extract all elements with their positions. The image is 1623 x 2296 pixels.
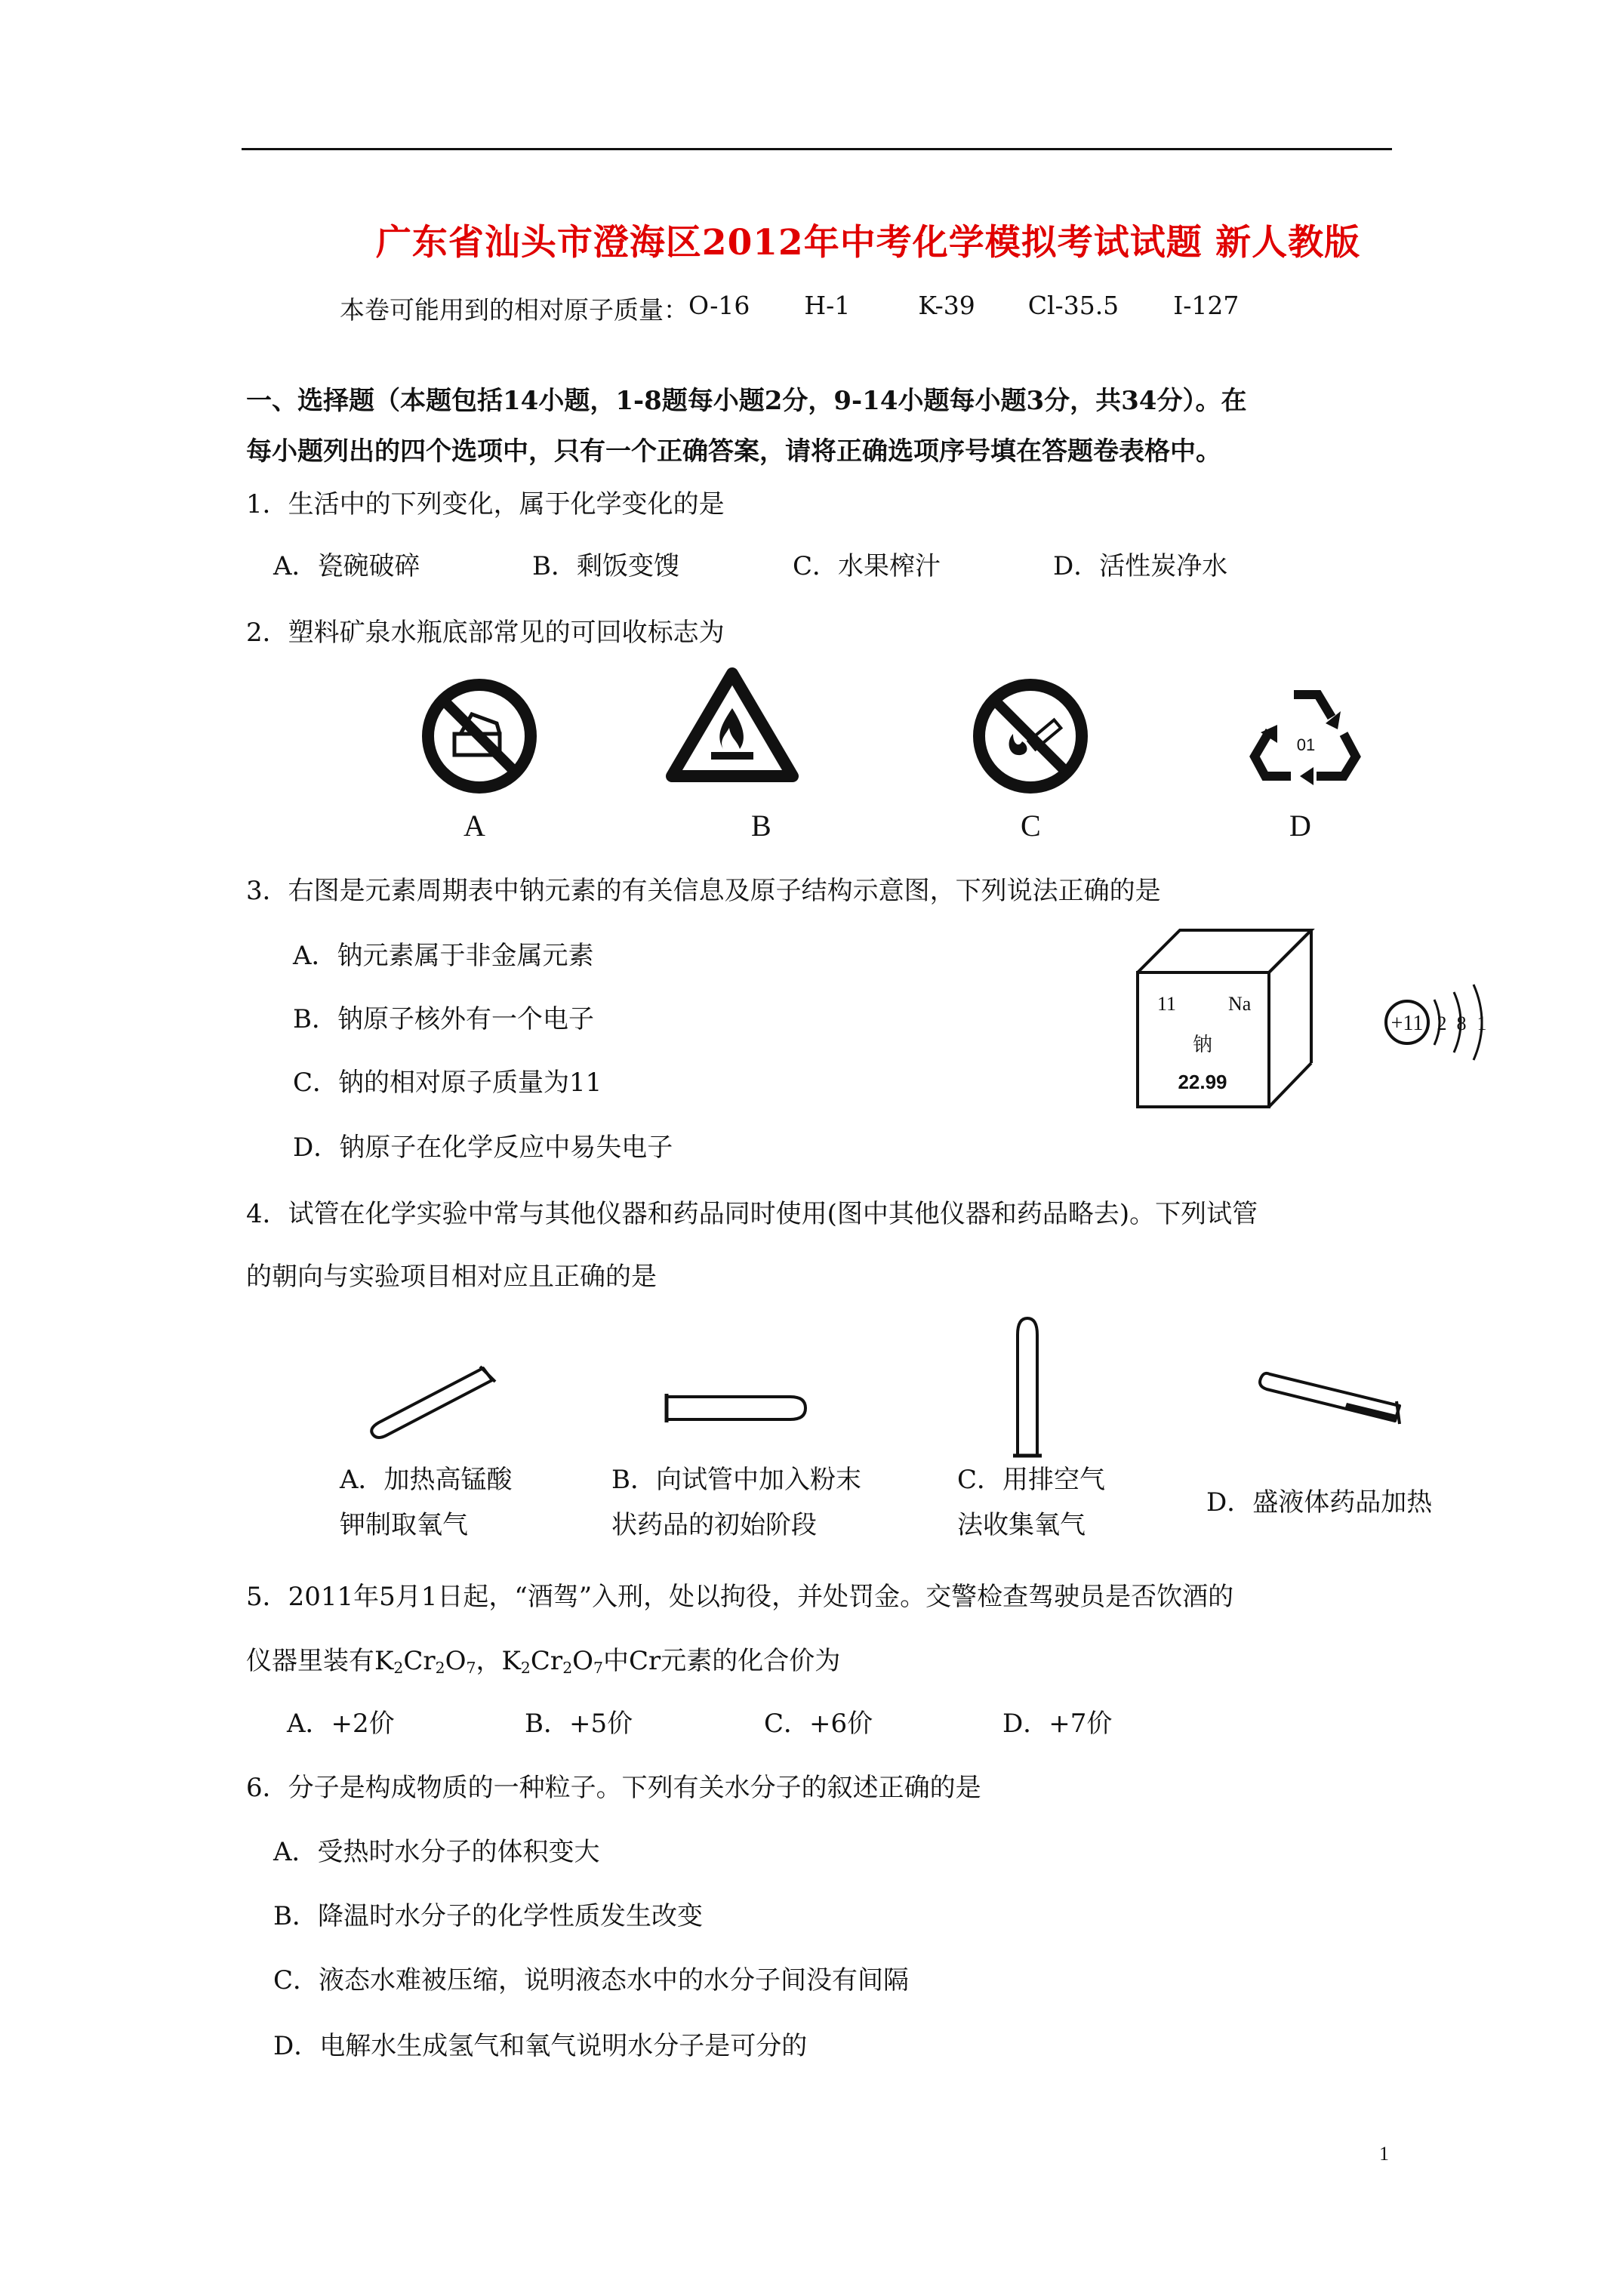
q4-option-d: D．盛液体药品加热	[1206, 1487, 1433, 1518]
shell-2-electrons: 8	[1456, 1012, 1467, 1034]
shell-3-electrons: 1	[1477, 1012, 1487, 1034]
section-instructions-line1: 一、选择题（本题包括14小题，1-8题每小题2分，9-14小题每小题3分，共34分）。在	[246, 386, 1247, 416]
q3-option-d: D．钠原子在化学反应中易失电子	[293, 1133, 673, 1163]
q2-letter-d: D	[1289, 809, 1311, 843]
q5-option-c: C．+6价	[764, 1709, 873, 1739]
no-smoking-sign-icon	[966, 672, 1095, 800]
sodium-atom-structure-diagram	[1381, 974, 1495, 1072]
q5-stem-line2: 仪器里装有$K_2Cr_2O_7$，$K_2Cr_2O_7$中Cr元素的化合价为	[246, 1646, 841, 1678]
q5-option-a: A．+2价	[287, 1709, 395, 1739]
q6-option-b: B．降温时水分子的化学性质发生改变	[273, 1901, 703, 1931]
q4-stem-line2: 的朝向与实验项目相对应且正确的是	[246, 1262, 657, 1292]
q4-option-b-line1: B．向试管中加入粉末	[611, 1465, 861, 1495]
element-symbol: Na	[1228, 993, 1252, 1015]
mass-o: O-16	[688, 291, 750, 320]
shell-1-electrons: 2	[1437, 1012, 1447, 1034]
q6-option-a: A．受热时水分子的体积变大	[273, 1837, 600, 1867]
q5-stem-line1: 5．2011年5月1日起，“酒驾”入刑，处以拘役，并处罚金。交警检查驾驶员是否饮酒的	[246, 1582, 1234, 1612]
q4-stem-line1: 4．试管在化学实验中常与其他仪器和药品同时使用(图中其他仪器和药品略去)。下列试管	[246, 1199, 1258, 1229]
q1-option-b: B．剩饭变馊	[532, 551, 679, 581]
q1-option-d: D．活性炭净水	[1053, 551, 1228, 581]
q5-option-d: D．+7价	[1002, 1709, 1113, 1739]
element-mass: 22.99	[1178, 1071, 1227, 1093]
mass-h: H-1	[804, 291, 851, 320]
q4-option-a-line2: 钾制取氧气	[340, 1510, 468, 1540]
test-tube-liquid-heating-icon	[1256, 1367, 1407, 1427]
masses-label: 本卷可能用到的相对原子质量：	[340, 295, 688, 325]
q3-option-c: C．钠的相对原子质量为11	[293, 1068, 602, 1098]
test-tube-horizontal-icon	[661, 1391, 812, 1425]
q1-option-a: A．瓷碗破碎	[273, 551, 420, 581]
q6-stem: 6．分子是构成物质的一种粒子。下列有关水分子的叙述正确的是	[246, 1773, 981, 1803]
q4-option-c-line2: 法收集氧气	[957, 1510, 1086, 1540]
q3-option-b: B．钠原子核外有一个电子	[293, 1004, 594, 1034]
element-number: 11	[1157, 993, 1177, 1015]
mass-k: K-39	[918, 291, 975, 320]
q3-stem: 3．右图是元素周期表中钠元素的有关信息及原子结构示意图，下列说法正确的是	[246, 876, 1161, 906]
test-tube-tilted-down-icon	[362, 1359, 498, 1442]
recycle-code-text: 01	[1296, 735, 1316, 754]
q2-stem: 2．塑料矿泉水瓶底部常见的可回收标志为	[246, 618, 725, 648]
q2-letter-c: C	[1021, 809, 1041, 843]
q6-option-c: C．液态水难被压缩，说明液态水中的水分子间没有间隔	[273, 1965, 910, 1996]
q4-option-c-line1: C．用排空气	[957, 1465, 1106, 1495]
flammable-warning-icon	[664, 664, 800, 785]
atomic-masses-line	[340, 291, 1239, 326]
test-tube-inverted-icon	[1009, 1312, 1046, 1460]
page-title: 广东省汕头市澄海区2012年中考化学模拟考试试题 新人教版	[375, 222, 1361, 264]
header-rule	[242, 148, 1392, 150]
mass-cl: Cl-35.5	[1027, 291, 1119, 320]
q3-option-a: A．钠元素属于非金属元素	[293, 941, 594, 971]
mass-i: I-127	[1173, 291, 1240, 320]
element-name: 钠	[1192, 1034, 1213, 1056]
q1-stem: 1．生活中的下列变化，属于化学变化的是	[246, 489, 725, 519]
q2-letter-a: A	[463, 809, 485, 843]
page-number: 1	[1379, 2143, 1389, 2165]
q2-letter-b: B	[751, 809, 771, 843]
atom-nucleus-charge: +11	[1390, 1012, 1424, 1035]
sodium-element-cell	[1136, 929, 1317, 1110]
q4-option-a-line1: A．加热高锰酸	[340, 1465, 513, 1495]
q4-option-b-line2: 状药品的初始阶段	[611, 1510, 817, 1540]
q1-option-c: C．水果榨汁	[793, 551, 941, 581]
recycle-symbol-icon	[1238, 672, 1374, 793]
no-burning-sign-icon	[415, 672, 544, 800]
q5-option-b: B．+5价	[525, 1709, 633, 1739]
q6-option-d: D．电解水生成氢气和氧气说明水分子是可分的	[273, 2031, 808, 2061]
section-instructions-line2: 每小题列出的四个选项中，只有一个正确答案，请将正确选项序号填在答题卷表格中。	[246, 436, 1221, 467]
